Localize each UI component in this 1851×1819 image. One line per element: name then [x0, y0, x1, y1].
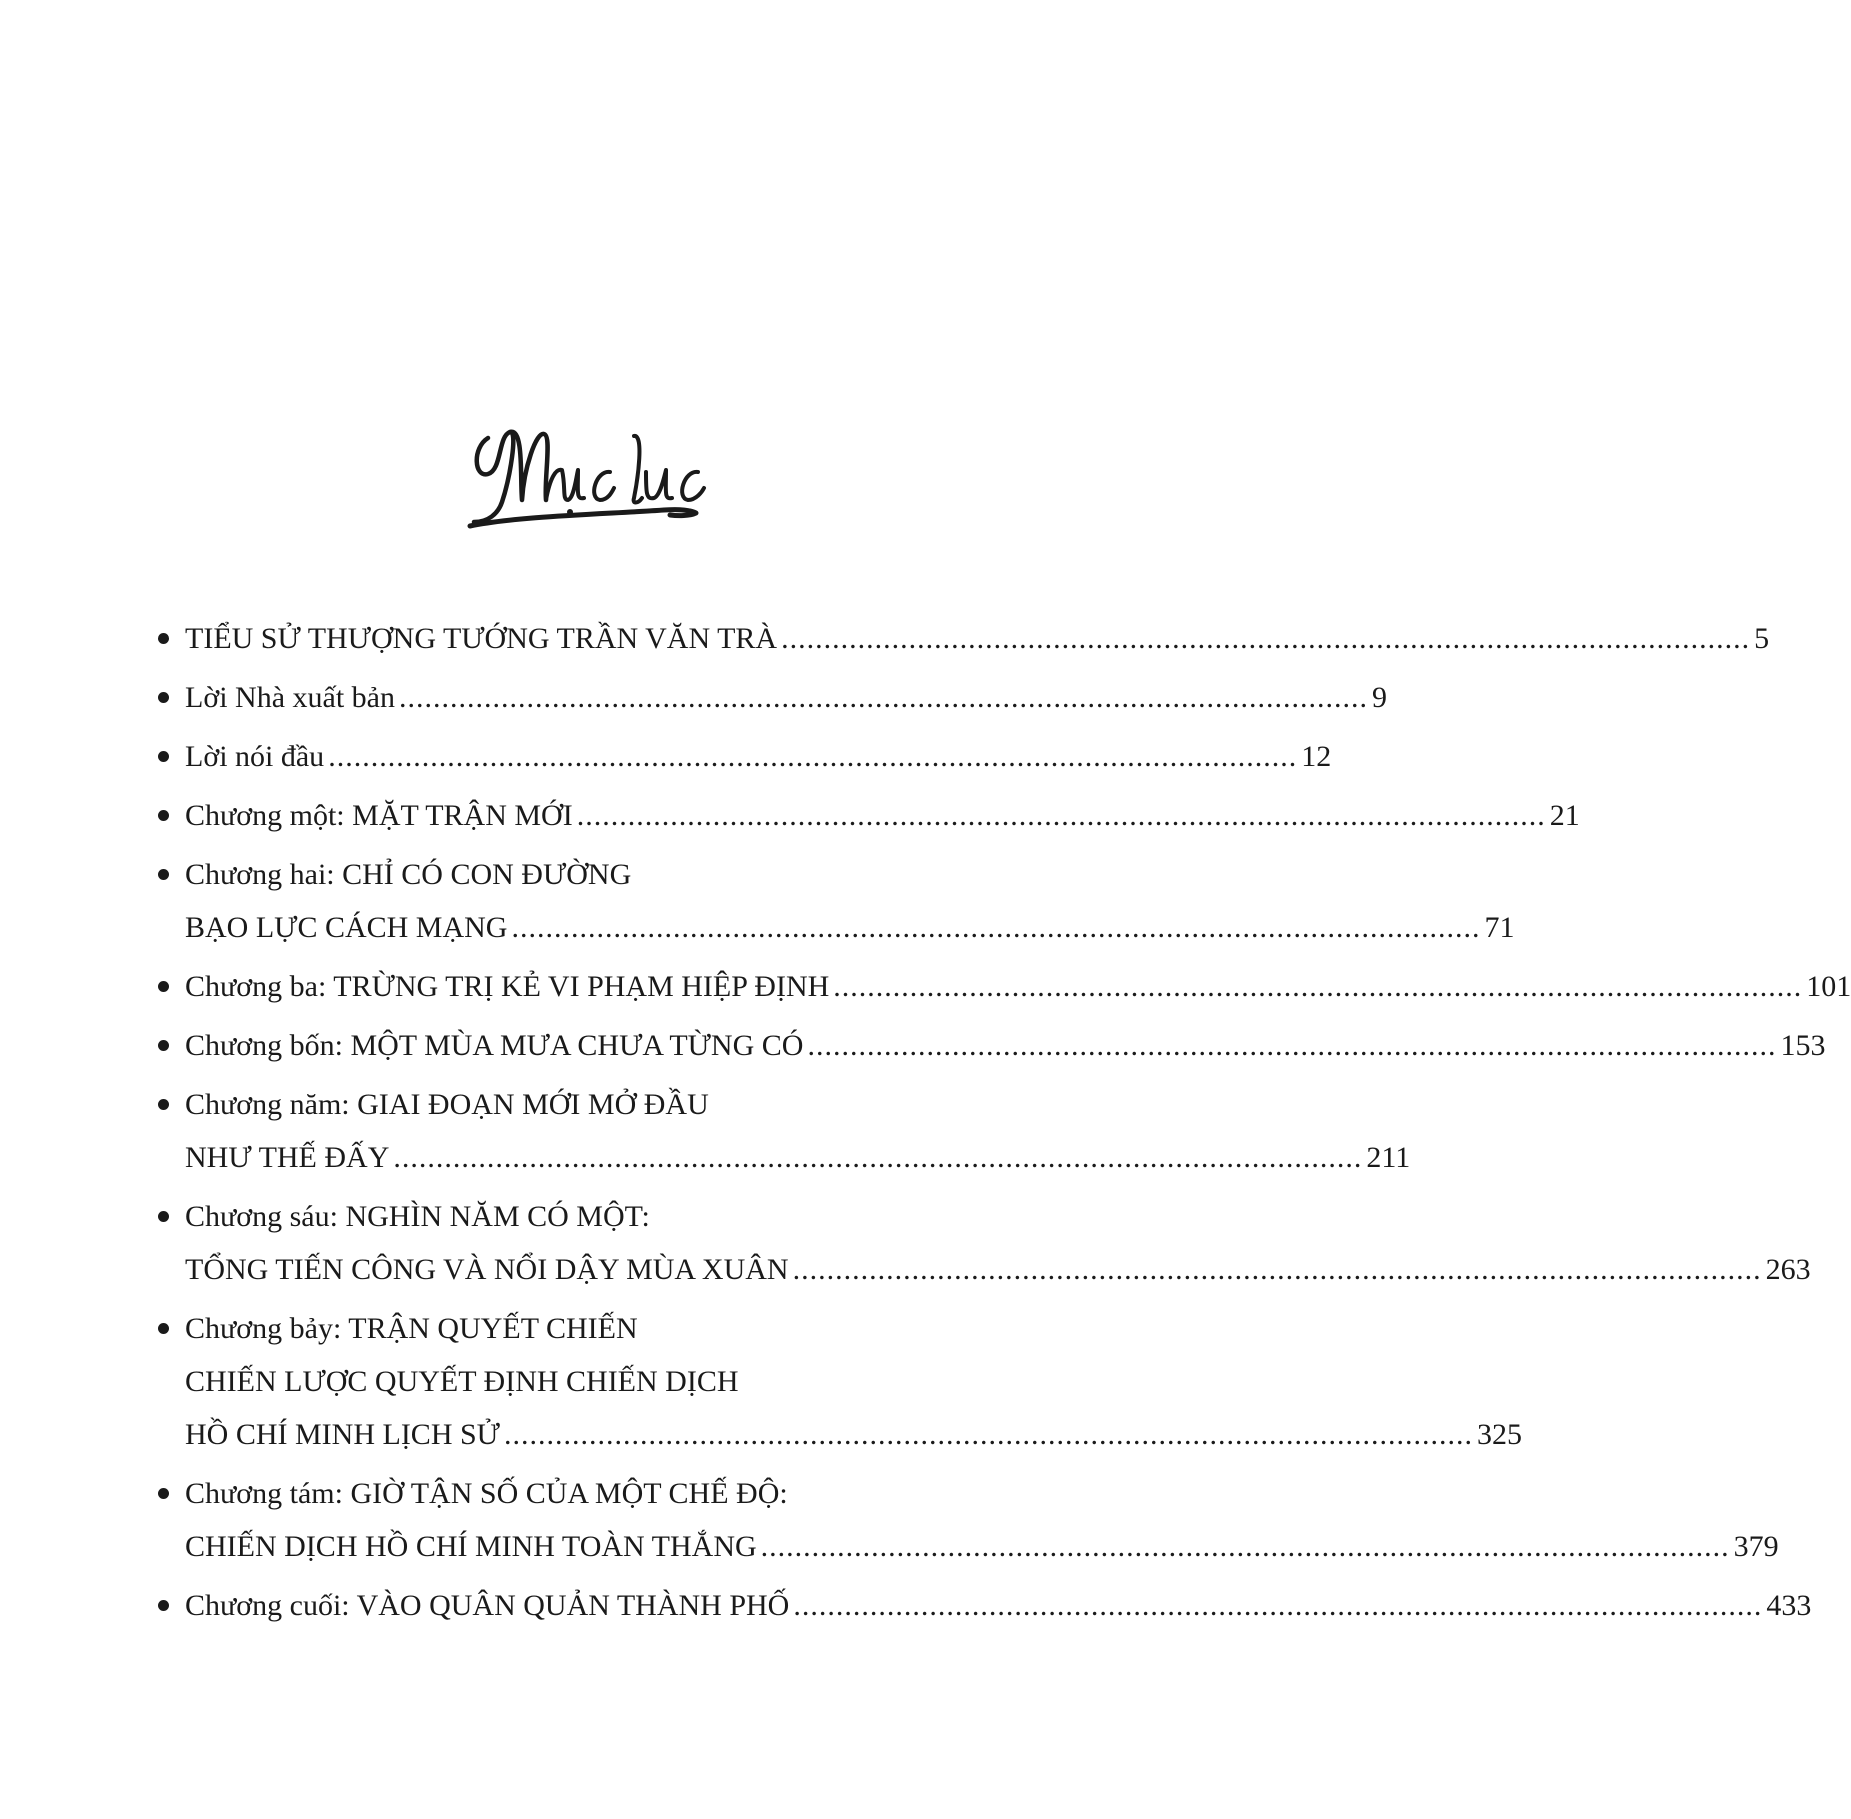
toc-entry-biography[interactable] [158, 612, 1770, 665]
toc-page-number: 325 [1476, 1418, 1522, 1451]
dot-leader: .................................................................................................................. [576, 799, 1546, 832]
dot-leader: .................................................................................................................. [503, 1418, 1473, 1451]
toc-entry-chapter-8[interactable] [158, 1467, 1779, 1573]
toc-entry-title: Lời nói đầu [185, 740, 325, 773]
toc-entry-title: Chương cuối: VÀO QUÂN QUẢN THÀNH PHỐ [185, 1589, 790, 1622]
toc-page-number: 433 [1766, 1589, 1812, 1622]
toc-page-number: 12 [1301, 740, 1332, 773]
table-of-contents [158, 612, 1851, 1632]
dot-leader: .................................................................................................................. [328, 740, 1298, 773]
toc-entry-title: Chương bốn: MỘT MÙA MƯA CHƯA TỪNG CÓ [185, 1029, 804, 1062]
toc-entry-title: Chương hai: CHỈ CÓ CON ĐƯỜNG [185, 858, 632, 891]
bullet-icon [158, 981, 169, 992]
toc-entry-chapter-1[interactable] [158, 789, 1580, 842]
dot-leader: .................................................................................................................. [833, 970, 1803, 1003]
toc-entry-title-continued: CHIẾN LƯỢC QUYẾT ĐỊNH CHIẾN DỊCH [185, 1365, 739, 1398]
toc-entry-title-continued: HỒ CHÍ MINH LỊCH SỬ [185, 1418, 500, 1451]
bullet-icon [158, 1211, 169, 1222]
toc-page-number: 263 [1765, 1253, 1811, 1286]
dot-leader: .................................................................................................................. [760, 1530, 1730, 1563]
toc-entry-chapter-6[interactable] [158, 1190, 1811, 1296]
toc-entry-foreword[interactable] [158, 730, 1332, 783]
bullet-icon [158, 1099, 169, 1110]
toc-entry-chapter-3[interactable] [158, 960, 1851, 1013]
bullet-icon [158, 1040, 169, 1051]
dot-leader: .................................................................................................................. [792, 1253, 1762, 1286]
toc-entry-title: Chương tám: GIỜ TẬN SỐ CỦA MỘT CHẾ ĐỘ: [185, 1477, 788, 1510]
bullet-icon [158, 1600, 169, 1611]
bullet-icon [158, 1488, 169, 1499]
toc-entry-title: Chương sáu: NGHÌN NĂM CÓ MỘT: [185, 1200, 650, 1233]
toc-entry-chapter-2[interactable] [158, 848, 1515, 954]
dot-leader: .................................................................................................................. [807, 1029, 1777, 1062]
toc-entry-final-chapter[interactable] [158, 1579, 1812, 1632]
dot-leader: .................................................................................................................. [781, 622, 1751, 655]
toc-entry-chapter-4[interactable] [158, 1019, 1826, 1072]
toc-entry-title-continued: TỔNG TIẾN CÔNG VÀ NỔI DẬY MÙA XUÂN [185, 1253, 789, 1286]
bullet-icon [158, 810, 169, 821]
toc-entry-title: Lời Nhà xuất bản [185, 681, 395, 714]
toc-entry-title: Chương một: MẶT TRẬN MỚI [185, 799, 573, 832]
dot-leader: .................................................................................................................. [793, 1589, 1763, 1622]
toc-entry-title: Chương bảy: TRẬN QUYẾT CHIẾN [185, 1312, 638, 1345]
toc-entry-chapter-5[interactable] [158, 1078, 1411, 1184]
toc-page-number: 5 [1754, 622, 1770, 655]
toc-entry-title: Chương ba: TRỪNG TRỊ KẺ VI PHẠM HIỆP ĐỊNH [185, 970, 830, 1003]
toc-entry-title: TIỂU SỬ THƯỢNG TƯỚNG TRẦN VĂN TRÀ [185, 622, 778, 655]
toc-entry-title-continued: BẠO LỰC CÁCH MẠNG [185, 911, 508, 944]
title-script-lettering [458, 418, 738, 548]
dot-leader: .................................................................................................................. [393, 1141, 1363, 1174]
bullet-icon [158, 869, 169, 880]
toc-page-number: 379 [1733, 1530, 1779, 1563]
toc-page-number: 211 [1366, 1141, 1411, 1174]
toc-page-number: 9 [1371, 681, 1387, 714]
dot-leader: .................................................................................................................. [511, 911, 1481, 944]
toc-page-number: 21 [1549, 799, 1580, 832]
toc-page-number: 71 [1484, 911, 1515, 944]
toc-page-number: 153 [1780, 1029, 1826, 1062]
toc-entry-chapter-7[interactable] [158, 1302, 1522, 1461]
bullet-icon [158, 751, 169, 762]
toc-entry-title-continued: NHƯ THẾ ĐẤY [185, 1141, 390, 1174]
toc-entry-title: Chương năm: GIAI ĐOẠN MỚI MỞ ĐẦU [185, 1088, 709, 1121]
toc-entry-title-continued: CHIẾN DỊCH HỒ CHÍ MINH TOÀN THẮNG [185, 1530, 757, 1563]
dot-leader: .................................................................................................................. [398, 681, 1368, 714]
table-of-contents-title [0, 418, 1126, 548]
toc-page-number: 101 [1806, 970, 1851, 1003]
bullet-icon [158, 633, 169, 644]
bullet-icon [158, 1323, 169, 1334]
bullet-icon [158, 692, 169, 703]
toc-entry-publisher-note[interactable] [158, 671, 1387, 724]
